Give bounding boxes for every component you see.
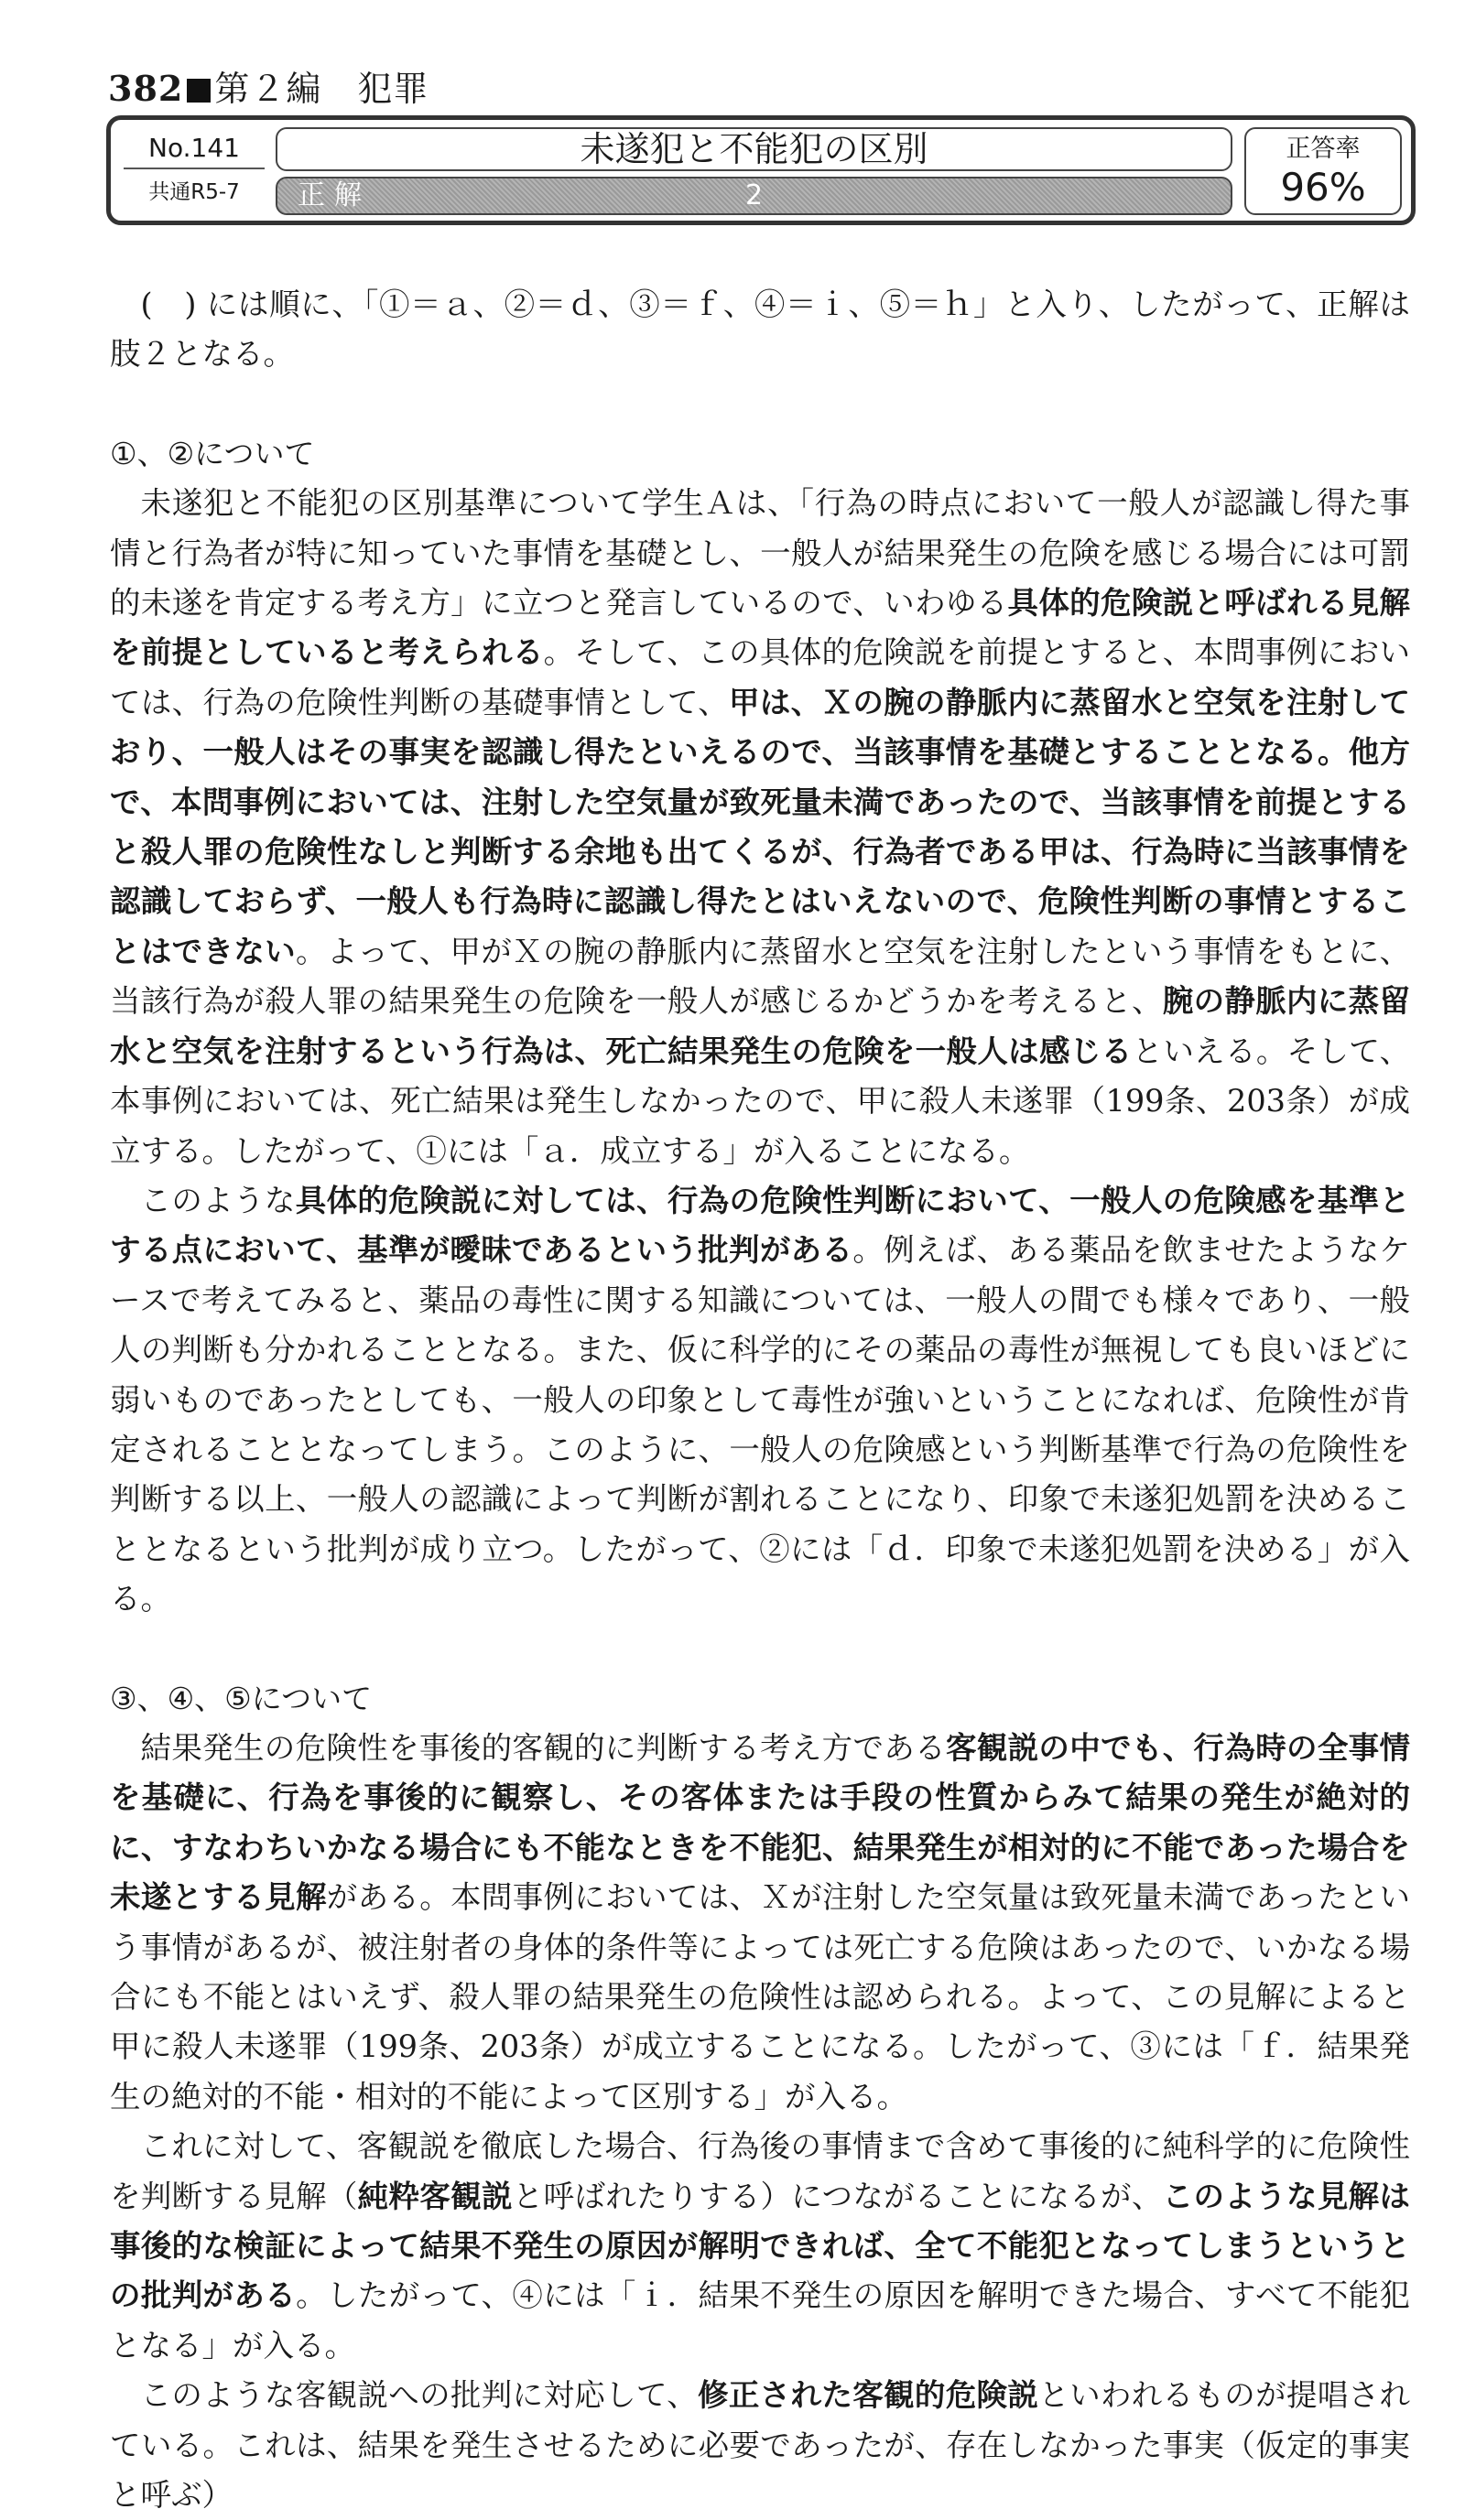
correct-rate-label: 正答率 [1286, 135, 1361, 163]
problem-source: 共通R5-7 [148, 180, 240, 204]
paragraph [110, 1176, 1410, 1625]
emphasis: 修正された客観的危険説 [697, 2377, 1039, 2414]
text-run: 。そして、この具体的危険説を前提とすると、本問事例においては、行為の危険性判断の基礎事情として、 [110, 634, 1410, 720]
paragraph [110, 1724, 1410, 2122]
text-run: と呼ばれたりする）につながることになるが、 [512, 2178, 1163, 2214]
commentary-body [110, 280, 1410, 2520]
square-bullet-icon [187, 79, 211, 103]
answer-label: 正解 [298, 179, 371, 211]
problem-header [106, 115, 1416, 225]
text-run: 。したがって、④には「ｉ．結果不発生の原因を解明できた場合、すべて不能犯となる」が入る。 [110, 2277, 1410, 2363]
text-run: といわれるものが提唱されている。これは、結果を発生させるために必要であったが、存在しなかった事実（仮定的事実と呼ぶ） [110, 2377, 1411, 2514]
emphasis: 甲は、Ｘの腕の静脈内に蒸留水と空気を注射しており、一般人はその事実を認識し得たといえるので、当該事情を基礎とすることとなる。他方で、本問事例においては、注射した空気量が致死量未満であったので、当該事情を前提とすると殺人罪の危険性なしと判断する余地も出てくるが、行為者である甲は、行為時に当該事情を認識しておらず、一般人も行為時に認識し得たとはいえないので、危険性判断の事情とすることはできない [110, 684, 1410, 969]
text-run: 結果発生の危険性を事後的客観的に判断する考え方である [140, 1729, 946, 1766]
text-run: これに対して、客観説を徹底した場合、行為後の事情まで含めて事後的に純科学的に危険性を判断する見解（ [110, 2128, 1410, 2214]
running-head [108, 60, 429, 111]
text-run: 未遂犯と不能犯の区別基準について学生Ａは、「行為の時点において一般人が認識し得た事情と行為者が特に知っていた事情を基礎とし、一般人が結果発生の危険を感じる場合には可罰的未遂を肯定する考え方」に立つと発言しているので、いわゆる [110, 485, 1410, 622]
part-title: 第２編 犯罪 [214, 69, 429, 109]
intro-paragraph: ( ) には順に、「①＝ａ、②＝ｄ、③＝ｆ、④＝ｉ、⑤＝ｈ」と入り、したがって、正解は肢２となる。 [110, 287, 1410, 373]
answer-bar [276, 177, 1232, 215]
text-run: このような [140, 1182, 296, 1218]
text-run: がある。本問事例においては、Ｘが注射した空気量は致死量未満であったという事情があるが、被注射者の身体的条件等によっては死亡する危険はあったので、いかなる場合にも不能とはいえず、殺人罪の結果発生の危険性は認められる。よって、この見解によると甲に殺人未遂罪（199条、203条）が成立することになる。したがって、③には「ｆ．結果発生の絶対的不能・相対的不能によって区別する」が入る。 [110, 1879, 1410, 2114]
answer-value: 2 [744, 179, 764, 211]
emphasis: 純粋客観説 [357, 2178, 513, 2214]
section-heading-3-4-5: ③、④、⑤について [110, 1680, 373, 1716]
paragraph [110, 2122, 1410, 2371]
text-run: といえる。そして、本事例においては、死亡結果は発生しなかったので、甲に殺人未遂罪（199条、203条）が成立する。したがって、①には「ａ．成立する」が入ることになる。 [110, 1033, 1410, 1169]
emphasis: 具体的危険説と呼ばれる見解を前提としていると考えられる [110, 585, 1410, 671]
correct-rate-value: 96% [1280, 165, 1366, 210]
emphasis: 腕の静脈内に蒸留水と空気を注射するという行為は、死亡結果発生の危険を一般人は感じる [110, 983, 1411, 1069]
emphasis: このような見解は事後的な検証によって結果不発生の原因が解明できれば、全て不能犯となってしまうというとの批判がある [110, 2178, 1411, 2314]
page-number: 382 [108, 68, 184, 109]
emphasis: 客観説の中でも、行為時の全事情を基礎に、行為を事後的に観察し、その客体または手段の性質からみて結果の発生が絶対的に、すなわちいかなる場合にも不能なときを不能犯、結果発生が相対的に不能であった場合を未遂とする見解 [110, 1729, 1411, 1916]
text-run: 。よって、甲がＸの腕の静脈内に蒸留水と空気を注射したという事情をもとに、当該行為が殺人罪の結果発生の危険を一般人が感じるかどうかを考えると、 [110, 933, 1410, 1020]
text-run: 。例えば、ある薬品を飲ませたようなケースで考えてみると、薬品の毒性に関する知識については、一般人の間でも様々であり、一般人の判断も分かれることとなる。また、仮に科学的にその薬品の毒性が無視しても良いほどに弱いものであったとしても、一般人の印象として毒性が強いということになれば、危険性が肯定されることとなってしまう。このように、一般人の危険感という判断基準で行為の危険性を判断する以上、一般人の認識によって判断が割れることになり、印象で未遂犯処罰を決めることとなるという批判が成り立つ。したがって、②には「ｄ．印象で未遂犯処罰を決める」が入る。 [110, 1232, 1410, 1617]
problem-title: 未遂犯と不能犯の区別 [276, 127, 1232, 171]
emphasis: 具体的危険説に対しては、行為の危険性判断において、一般人の危険感を基準とする点において、基準が曖昧であるという批判がある [110, 1182, 1410, 1269]
problem-id-box [124, 129, 265, 213]
section-heading-1-2: ①、②について [110, 435, 315, 471]
correct-rate-box [1244, 127, 1402, 215]
text-run: このような客観説への批判に対応して、 [140, 2377, 698, 2414]
problem-number: No.141 [124, 129, 265, 169]
paragraph [110, 479, 1410, 1176]
paragraph [110, 2371, 1410, 2520]
